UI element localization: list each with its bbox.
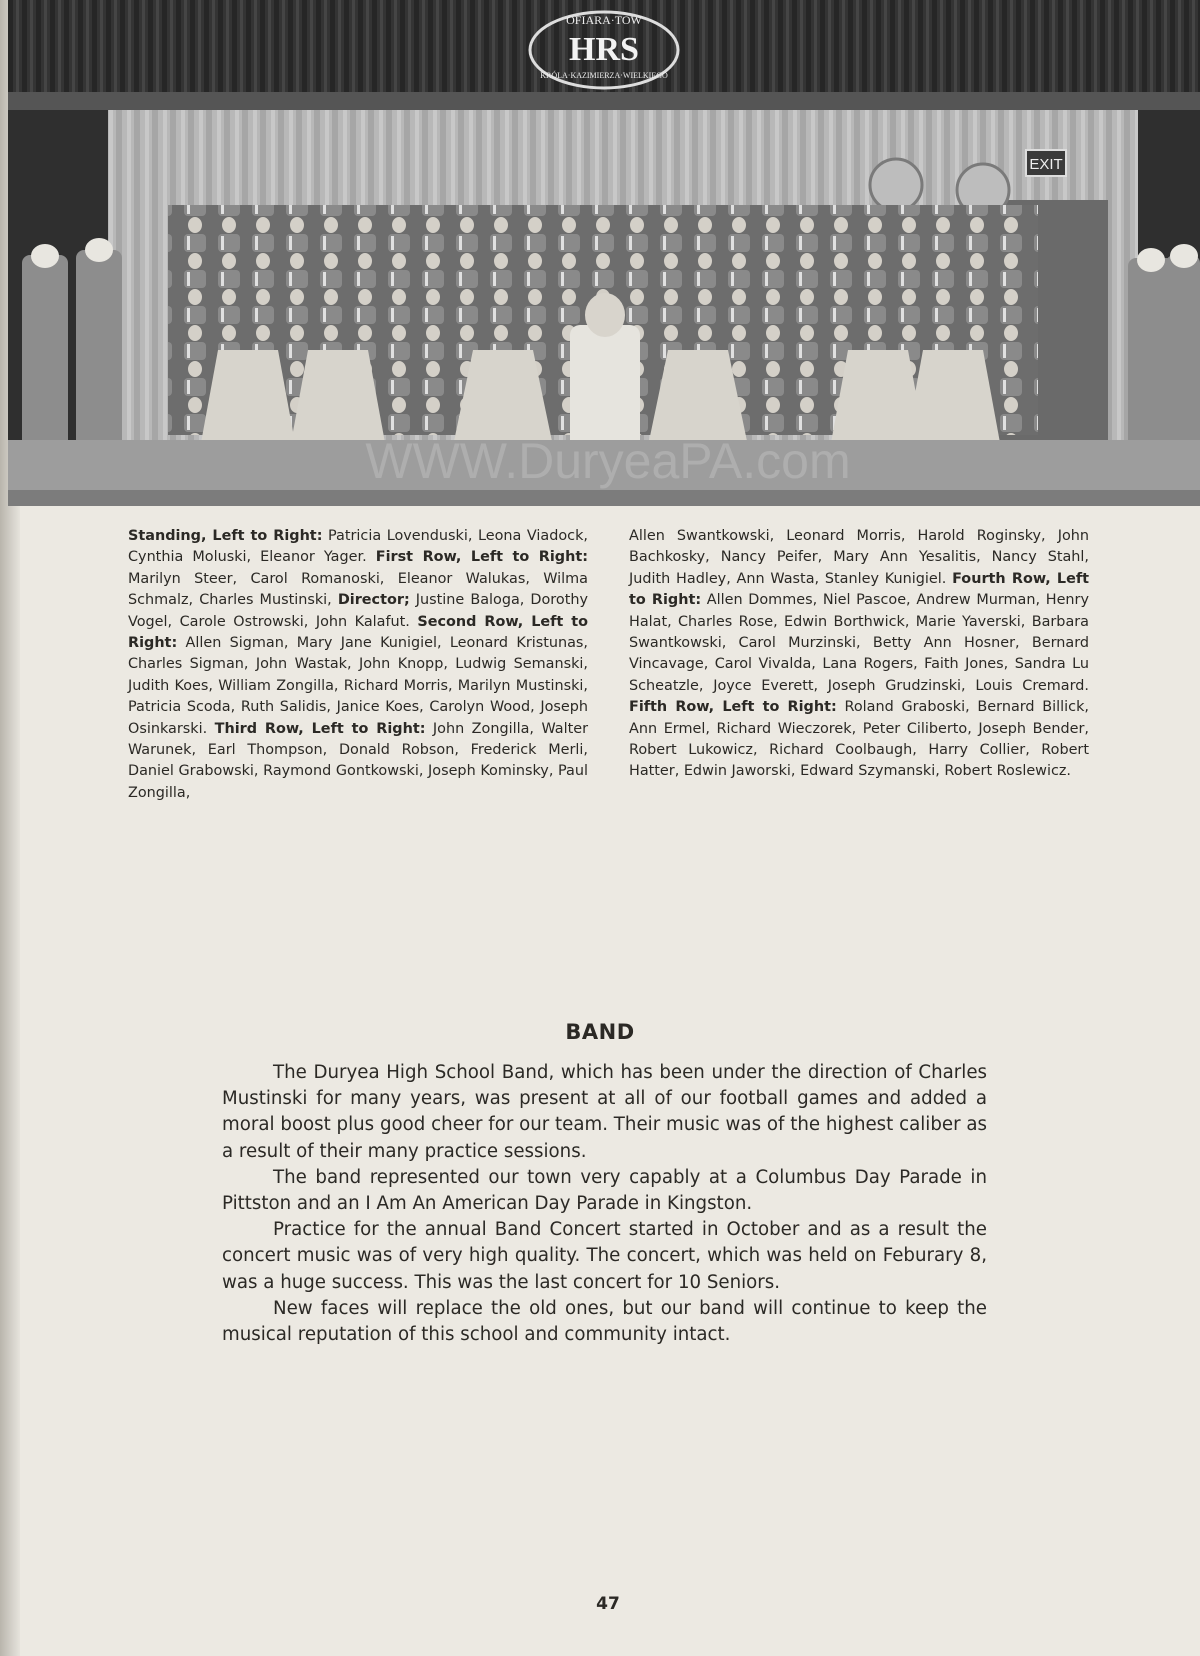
fifth-row-names: Roland Graboski, Bernard Billick, Ann Ermel, Richard Wieczorek, Peter Ciliberto, Joseph Bender, Robert Lukowicz, Richard Coolbaugh, Harry Collier, Robert Hatter, Edwin Jaworski, Edward Szymanski, Robert Roslewicz. [629, 699, 1089, 780]
section-title: BAND [565, 1020, 635, 1044]
page-number: 47 [596, 1594, 620, 1614]
standing-heading: Standing, Left to Right: [128, 528, 323, 544]
third-row-heading: Third Row, Left to Right: [214, 720, 426, 737]
standing-names: Patricia Lovenduski, Leona Viadock, Cynthia Moluski, Eleanor Yager. [128, 528, 588, 566]
first-row-names: Marilyn Steer, Carol Romanoski, Eleanor Walukas, Wilma Schmalz, Charles Mustinski, [128, 570, 588, 609]
fifth-row-heading: Fifth Row, Left to Right: [629, 699, 837, 716]
banner-monogram: HRS [569, 31, 639, 68]
fourth-row-heading: Fourth Row, Left to Right: [629, 570, 1089, 609]
director-heading: Director; [337, 592, 410, 609]
caption-column-left [128, 526, 588, 804]
banner-top-text: OFIARA·TOW [566, 13, 642, 27]
fourth-row-names: Allen Dommes, Niel Pascoe, Andrew Murman, Henry Halat, Charles Rose, Edwin Borthwick, Marie Yaverski, Barbara Swantkowski, Carol Murzinski, Betty Ann Hosner, Bernard Vincavage, Carol Vivalda, Lana Rogers, Faith Jones, Sandra Lu Scheatzle, Joyce Everett, Joseph Grudzinski, Louis Cremard. [629, 592, 1089, 694]
article-paragraph: The band represented our town very capably at a Columbus Day Parade in Pittston and an I Am An American Day Parade in Kingston. [222, 1166, 987, 1215]
director-names: Justine Baloga, Dorothy Vogel, Carole Ostrowski, John Kalafut. [128, 592, 588, 630]
article-paragraph: New faces will replace the old ones, but our band will continue to keep the musical reputation of this school and community intact. [222, 1297, 987, 1346]
band-group-photo [8, 0, 1200, 506]
banner-bottom-text: KRÓLA·KAZIMIERZA·WIELKIEGO [540, 71, 668, 80]
exit-sign: EXIT [1029, 156, 1063, 173]
article-paragraph: Practice for the annual Band Concert started in October and as a result the concert music was of very high quality. The concert, which was held on Feburary 8, was a huge success. This was the last concert for 10 Seniors. [222, 1219, 987, 1293]
article-paragraph: The Duryea High School Band, which has been under the direction of Charles Mustinski for many years, was present at all of our football games and added a moral boost plus good cheer for our team. Their music was of the highest caliber as a result of their many practice sessions. [222, 1062, 987, 1162]
photo-watermark: WWW.DuryeaPA.com [365, 433, 851, 489]
second-row-heading: Second Row, Left to Right: [128, 613, 588, 652]
second-row-names: Allen Sigman, Mary Jane Kunigiel, Leonard Kristunas, Charles Sigman, John Wastak, John Knopp, Ludwig Semanski, Judith Koes, William Zongilla, Richard Morris, Marilyn Mustinski, Patricia Scoda, Ruth Salidis, Janice Koes, Carolyn Wood, Joseph Osinkarski. [128, 635, 588, 737]
first-row-heading: First Row, Left to Right: [375, 549, 588, 566]
third-row-names: John Zongilla, Walter Warunek, Earl Thompson, Donald Robson, Frederick Merli, Daniel Grabowski, Raymond Gontkowski, Joseph Kominsky, Paul Zongilla, [128, 720, 588, 801]
third-row-names-continued: Allen Swantkowski, Leonard Morris, Harold Roginsky, John Bachkosky, Nancy Peifer, Mary Ann Yesalitis, Nancy Stahl, Judith Hadley, Ann Wasta, Stanley Kunigiel. [629, 528, 1089, 587]
caption-column-right [629, 526, 1089, 783]
article-body [222, 1060, 987, 1348]
